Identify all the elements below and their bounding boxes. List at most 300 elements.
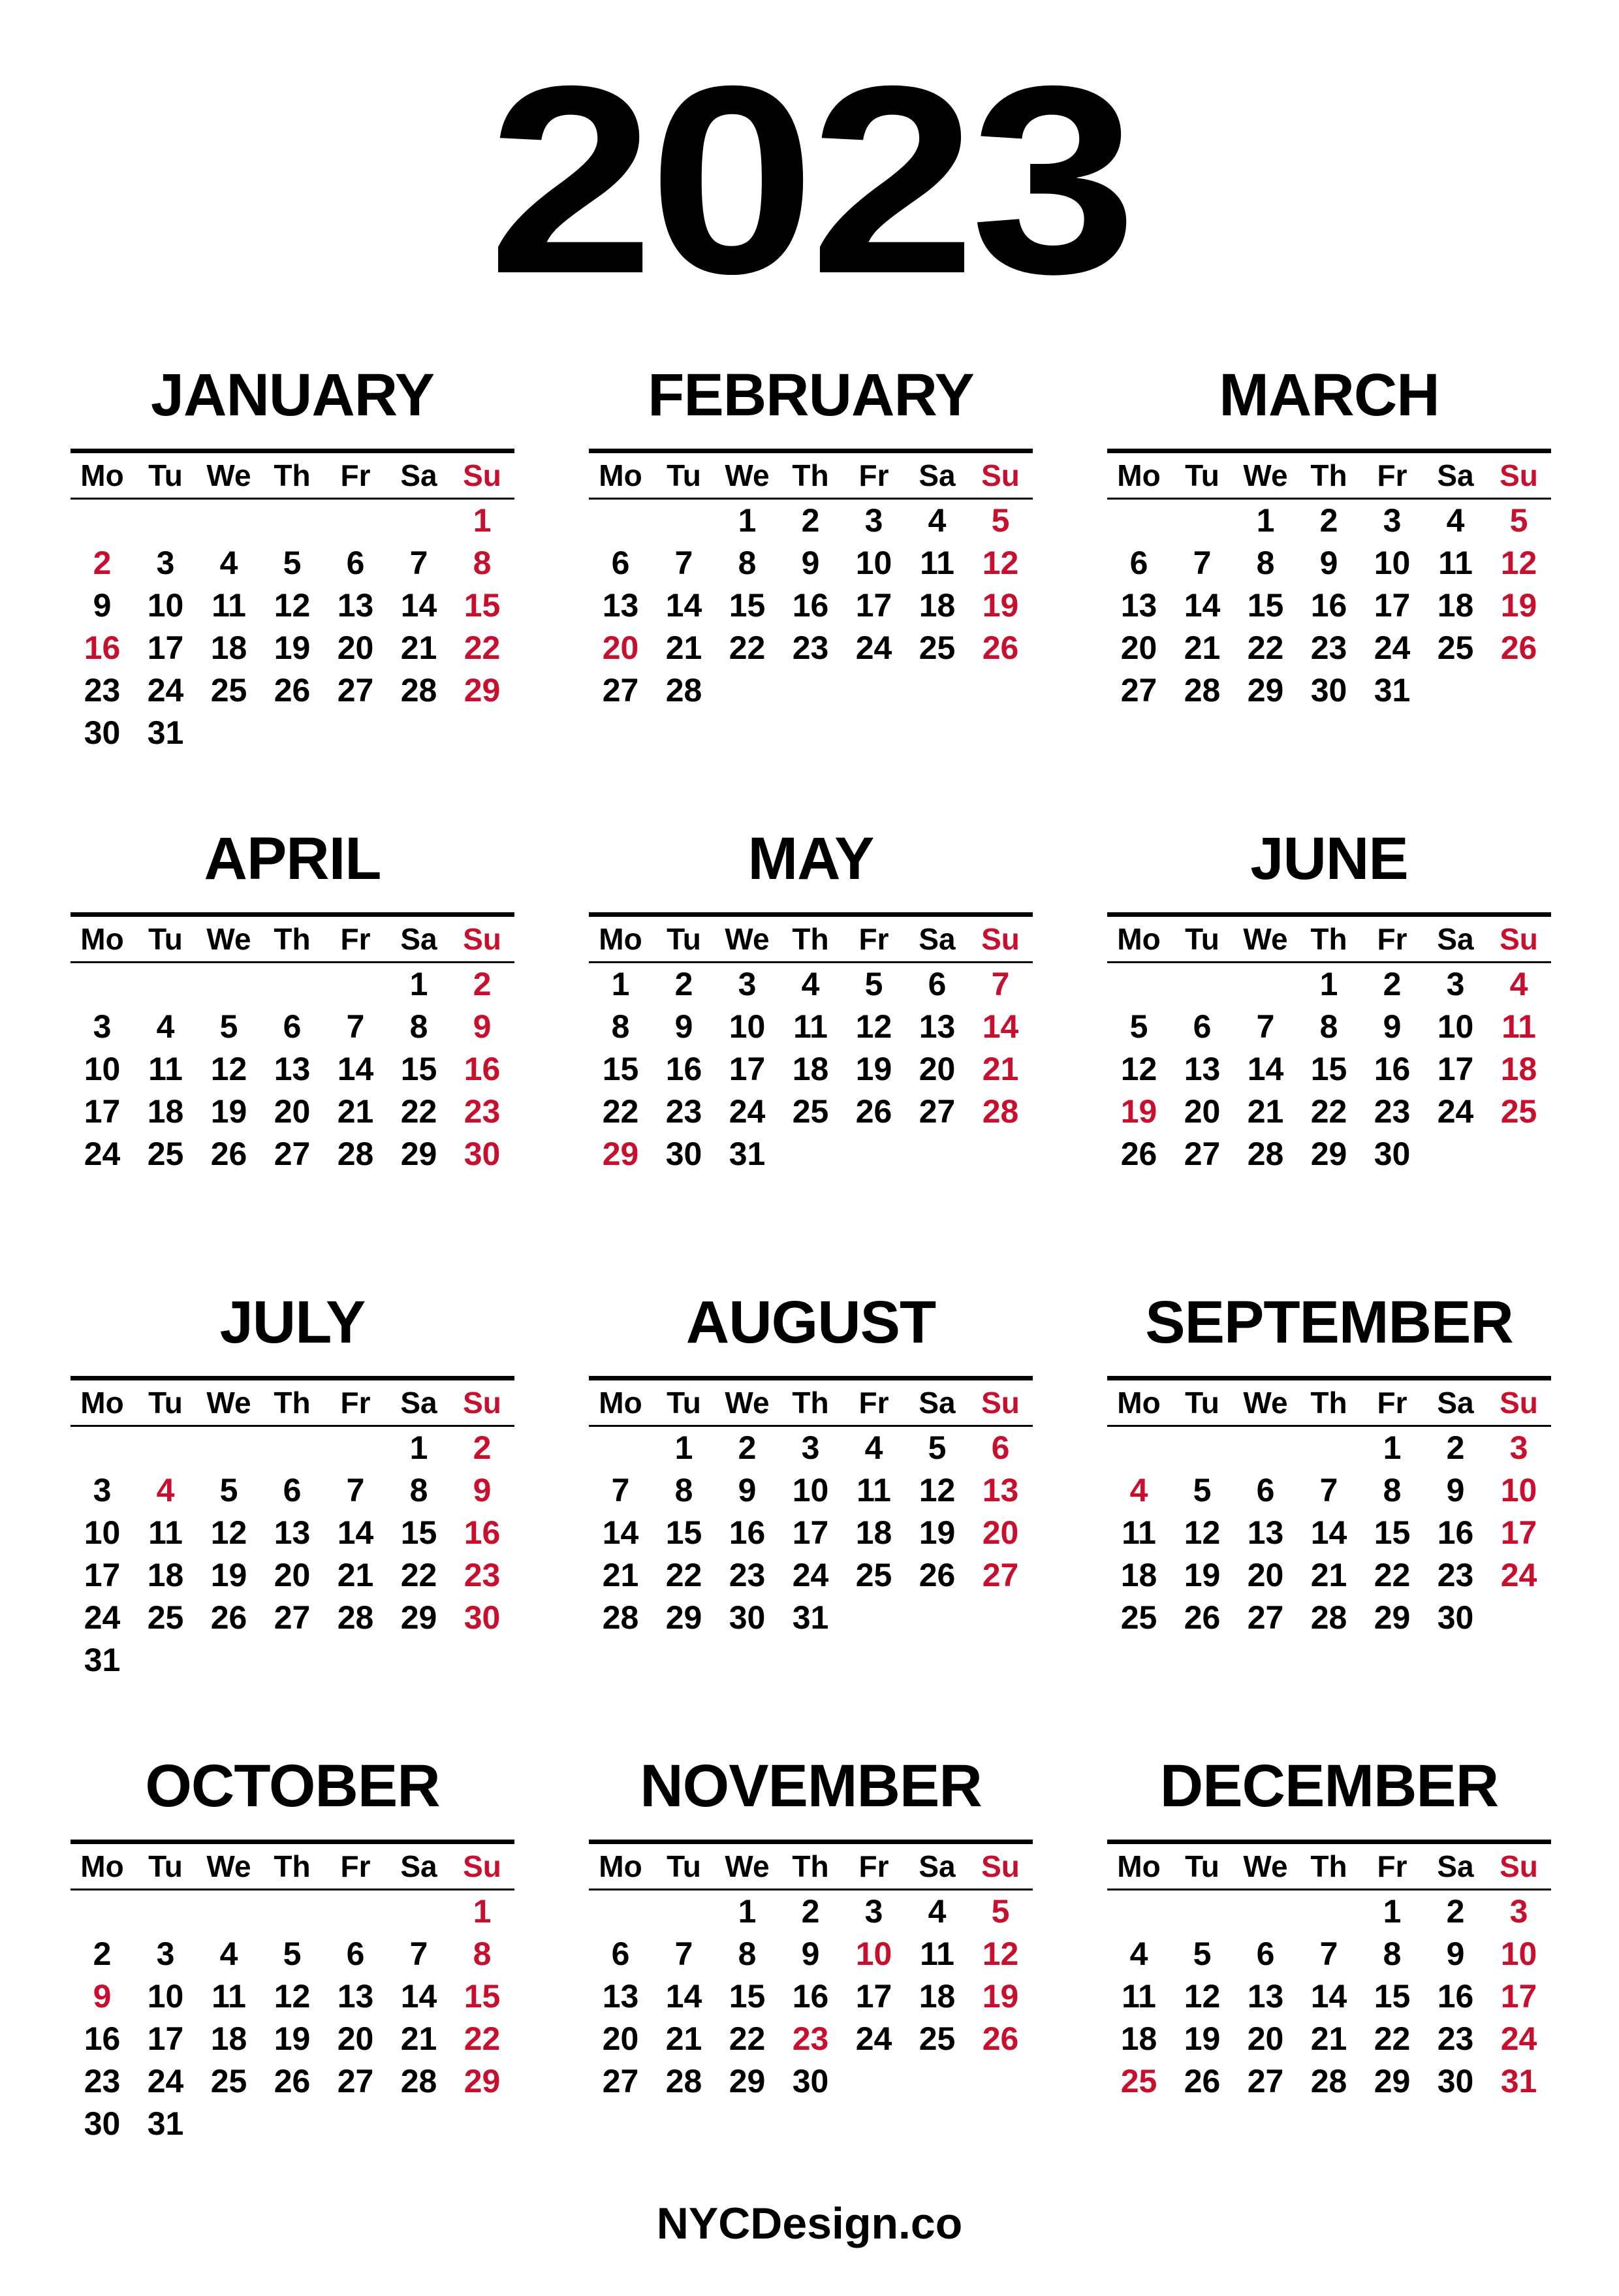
weekday-label: Sa [919,1386,956,1420]
weekday-label: Mo [1117,458,1161,492]
weekday-label: Tu [667,1386,701,1420]
day-cell: 9 [1446,1936,1465,1972]
weekday-label: Fr [1377,458,1407,492]
day-cell: 19 [274,630,311,666]
day-cell: 2 [1383,966,1402,1002]
weekday-header [1107,453,1551,500]
day-cell: 9 [1446,1472,1465,1508]
day-cell: 12 [274,587,311,624]
day-cell: 14 [1247,1051,1284,1087]
day-cell: 16 [464,1514,501,1551]
day-cell: 30 [1310,672,1347,709]
day-cell: 24 [1500,2020,1537,2057]
weekday-label: Mo [599,1386,642,1420]
weekday-label: We [725,458,770,492]
day-cell: 7 [1256,1008,1275,1045]
day-cell: 8 [611,1008,630,1045]
day-cell: 21 [337,1557,374,1593]
day-cell: 20 [274,1557,311,1593]
day-cell: 25 [919,630,956,666]
weekday-label: We [1243,458,1288,492]
day-cell: 22 [729,630,766,666]
weekday-label: Th [274,1386,311,1420]
weekday-label: Fr [858,1849,889,1883]
day-cell: 29 [1310,1136,1347,1172]
weeks [71,963,514,1218]
day-cell: 19 [982,1978,1019,2015]
day-cell: 3 [1509,1893,1528,1930]
weekday-label: Fr [1377,922,1407,956]
header-rule [589,1840,1033,1844]
day-cell: 8 [1383,1936,1402,1972]
weeks [71,1427,514,1682]
day-cell: 17 [855,1978,892,2015]
day-cell: 22 [602,1093,639,1130]
day-cell: 26 [274,672,311,709]
day-cell: 14 [1184,587,1221,624]
day-cell: 21 [602,1557,639,1593]
day-cell: 17 [1500,1514,1537,1551]
weeks [589,1890,1033,2145]
day-cell: 4 [219,1936,238,1972]
day-cell: 15 [729,1978,766,2015]
day-cell: 1 [409,966,428,1002]
day-cell: 23 [792,2020,829,2057]
day-cell: 26 [982,630,1019,666]
weekday-label: Sa [400,1386,437,1420]
day-cell: 29 [1247,672,1284,709]
day-cell: 22 [464,2020,501,2057]
month-name: NOVEMBER [640,1753,982,1819]
weekday-label: Th [1310,458,1347,492]
day-cell: 3 [1509,1429,1528,1466]
day-cell: 25 [1120,1599,1157,1636]
day-cell: 4 [1509,966,1528,1002]
weekday-label: Sa [1437,1386,1474,1420]
day-cell: 11 [857,1472,891,1508]
day-cell: 18 [792,1051,829,1087]
weekday-label: Tu [148,1386,183,1420]
day-cell: 3 [93,1008,112,1045]
month-february [589,356,1033,754]
day-cell: 1 [1319,966,1338,1002]
day-cell: 6 [283,1472,302,1508]
weekday-label: Su [463,1386,501,1420]
day-cell: 3 [801,1429,820,1466]
day-cell: 31 [1500,2063,1537,2099]
day-cell: 2 [473,966,492,1002]
day-cell: 21 [1184,630,1221,666]
month-name: SEPTEMBER [1145,1289,1513,1356]
weekday-label: Fr [1377,1849,1407,1883]
weekday-label: Tu [1185,922,1219,956]
day-cell: 11 [148,1514,183,1551]
day-cell: 7 [346,1008,365,1045]
weekday-label: Fr [340,1849,371,1883]
day-cell: 10 [855,1936,892,1972]
day-cell: 7 [674,545,693,581]
day-cell: 18 [1120,1557,1157,1593]
day-cell: 2 [1446,1893,1465,1930]
day-cell: 24 [84,1136,121,1172]
day-cell: 21 [665,2020,702,2057]
day-cell: 4 [1446,502,1465,539]
day-cell: 5 [1193,1936,1212,1972]
day-cell: 9 [801,545,820,581]
day-cell: 16 [84,2020,121,2057]
month-name: JULY [219,1289,366,1356]
day-cell: 19 [1120,1093,1157,1130]
day-cell: 5 [991,502,1010,539]
day-cell: 23 [464,1557,501,1593]
weekday-label: Su [981,1386,1020,1420]
month-may [589,820,1033,1218]
weekday-label: We [206,1386,251,1420]
day-cell: 30 [665,1136,702,1172]
day-cell: 24 [792,1557,829,1593]
day-cell: 20 [337,2020,374,2057]
day-cell: 5 [283,1936,302,1972]
day-cell: 22 [1374,2020,1411,2057]
month-name: MARCH [1219,362,1439,428]
weekday-label: We [206,922,251,956]
day-cell: 10 [855,545,892,581]
day-cell: 5 [1193,1472,1212,1508]
day-cell: 15 [400,1514,437,1551]
month-name: FEBRUARY [648,362,974,428]
weekday-label: Sa [1437,458,1474,492]
day-cell: 20 [337,630,374,666]
day-cell: 18 [147,1093,184,1130]
weekday-label: Th [792,922,829,956]
weekday-label: Th [274,922,311,956]
weekday-label: Th [274,458,311,492]
day-cell: 3 [156,1936,175,1972]
day-cell: 25 [1437,630,1474,666]
day-cell: 24 [84,1599,121,1636]
weekday-label: Su [1500,1386,1538,1420]
day-cell: 28 [337,1136,374,1172]
day-cell: 3 [1383,502,1402,539]
day-cell: 6 [346,545,365,581]
day-cell: 24 [729,1093,766,1130]
day-cell: 22 [729,2020,766,2057]
day-cell: 9 [93,587,112,624]
day-cell: 6 [928,966,947,1002]
day-cell: 24 [147,2063,184,2099]
day-cell: 22 [665,1557,702,1593]
day-cell: 24 [855,2020,892,2057]
day-cell: 21 [982,1051,1019,1087]
weekday-label: Mo [80,922,124,956]
day-cell: 1 [473,502,492,539]
day-cell: 13 [602,1978,639,2015]
day-cell: 5 [864,966,883,1002]
day-cell: 7 [409,1936,428,1972]
day-cell: 18 [855,1514,892,1551]
header-rule [71,449,514,453]
weeks [71,1890,514,2145]
day-cell: 17 [1374,587,1411,624]
day-cell: 11 [212,1978,246,2015]
day-cell: 29 [464,2063,501,2099]
weeks [1107,1427,1551,1682]
month-august [589,1283,1033,1682]
day-cell: 1 [738,1893,757,1930]
header-rule [589,1376,1033,1380]
day-cell: 2 [801,502,820,539]
day-cell: 11 [212,587,246,624]
day-cell: 16 [1310,587,1347,624]
header-rule [589,912,1033,917]
day-cell: 6 [283,1008,302,1045]
day-cell: 2 [801,1893,820,1930]
day-cell: 6 [991,1429,1010,1466]
day-cell: 23 [84,672,121,709]
day-cell: 19 [1184,1557,1221,1593]
day-cell: 1 [611,966,630,1002]
day-cell: 13 [274,1514,311,1551]
day-cell: 27 [337,2063,374,2099]
day-cell: 14 [337,1514,374,1551]
header-rule [1107,1840,1551,1844]
day-cell: 4 [864,1429,883,1466]
day-cell: 3 [93,1472,112,1508]
day-cell: 25 [792,1093,829,1130]
day-cell: 28 [982,1093,1019,1130]
day-cell: 20 [1184,1093,1221,1130]
weekday-label: Th [1310,1849,1347,1883]
day-cell: 27 [919,1093,956,1130]
weeks [1107,963,1551,1218]
month-name: APRIL [204,825,381,892]
day-cell: 19 [919,1514,956,1551]
day-cell: 21 [400,630,437,666]
day-cell: 22 [400,1557,437,1593]
day-cell: 25 [919,2020,956,2057]
day-cell: 6 [1193,1008,1212,1045]
day-cell: 30 [729,1599,766,1636]
weekday-label: Fr [340,458,371,492]
header-rule [71,1840,514,1844]
weekday-label: We [725,922,770,956]
day-cell: 25 [147,1136,184,1172]
day-cell: 28 [1247,1136,1284,1172]
day-cell: 7 [346,1472,365,1508]
day-cell: 24 [147,672,184,709]
day-cell: 12 [982,545,1019,581]
day-cell: 10 [84,1051,121,1087]
day-cell: 27 [1120,672,1157,709]
day-cell: 18 [919,587,956,624]
day-cell: 9 [473,1008,492,1045]
day-cell: 1 [1383,1893,1402,1930]
day-cell: 20 [1247,1557,1284,1593]
day-cell: 26 [1120,1136,1157,1172]
weekday-label: Mo [1117,1386,1161,1420]
weekday-label: Su [981,458,1020,492]
day-cell: 23 [464,1093,501,1130]
day-cell: 29 [1374,1599,1411,1636]
month-october [71,1747,514,2145]
day-cell: 26 [982,2020,1019,2057]
day-cell: 27 [1247,1599,1284,1636]
day-cell: 23 [1374,1093,1411,1130]
weekday-label: Fr [858,458,889,492]
day-cell: 31 [84,1642,121,1678]
day-cell: 21 [400,2020,437,2057]
day-cell: 13 [1184,1051,1221,1087]
day-cell: 12 [1184,1514,1221,1551]
day-cell: 5 [219,1472,238,1508]
day-cell: 16 [1437,1514,1474,1551]
month-july [71,1283,514,1682]
month-name: DECEMBER [1159,1753,1499,1819]
weekday-label: We [1243,1386,1288,1420]
day-cell: 16 [1374,1051,1411,1087]
month-name: AUGUST [685,1289,936,1356]
day-cell: 18 [147,1557,184,1593]
day-cell: 14 [400,1978,437,2015]
day-cell: 23 [1310,630,1347,666]
day-cell: 25 [147,1599,184,1636]
day-cell: 28 [602,1599,639,1636]
weekday-label: Tu [1185,458,1219,492]
day-cell: 16 [1437,1978,1474,2015]
weekday-label: Tu [148,458,183,492]
day-cell: 28 [665,672,702,709]
weekday-label: Su [981,922,1020,956]
day-cell: 19 [982,587,1019,624]
day-cell: 10 [147,1978,184,2015]
day-cell: 4 [156,1008,175,1045]
day-cell: 16 [729,1514,766,1551]
day-cell: 30 [1374,1136,1411,1172]
day-cell: 18 [1437,587,1474,624]
day-cell: 7 [1319,1936,1338,1972]
weekday-label: Th [1310,922,1347,956]
day-cell: 3 [1446,966,1465,1002]
weekday-header [71,1844,514,1890]
weeks [71,500,514,754]
day-cell: 17 [1437,1051,1474,1087]
day-cell: 9 [1383,1008,1402,1045]
day-cell: 28 [400,672,437,709]
day-cell: 26 [210,1136,247,1172]
day-cell: 3 [156,545,175,581]
day-cell: 26 [1184,1599,1221,1636]
day-cell: 17 [855,587,892,624]
day-cell: 6 [611,1936,630,1972]
weekday-label: Fr [340,922,371,956]
day-cell: 19 [1500,587,1537,624]
day-cell: 4 [928,502,947,539]
day-cell: 31 [792,1599,829,1636]
day-cell: 22 [1310,1093,1347,1130]
day-cell: 7 [611,1472,630,1508]
day-cell: 12 [982,1936,1019,1972]
day-cell: 20 [274,1093,311,1130]
day-cell: 2 [738,1429,757,1466]
weekday-label: Sa [1437,922,1474,956]
day-cell: 11 [920,545,954,581]
day-cell: 17 [84,1557,121,1593]
month-name: JANUARY [150,362,435,428]
weekday-label: Fr [340,1386,371,1420]
day-cell: 12 [1184,1978,1221,2015]
day-cell: 15 [1374,1978,1411,2015]
day-cell: 30 [84,714,121,751]
weeks [589,1427,1033,1682]
day-cell: 13 [274,1051,311,1087]
day-cell: 23 [665,1093,702,1130]
day-cell: 29 [602,1136,639,1172]
weekday-label: Tu [148,1849,183,1883]
day-cell: 1 [674,1429,693,1466]
day-cell: 14 [982,1008,1019,1045]
day-cell: 8 [738,545,757,581]
day-cell: 23 [84,2063,121,2099]
day-cell: 26 [274,2063,311,2099]
weekday-label: Mo [1117,922,1161,956]
day-cell: 27 [982,1557,1019,1593]
weekday-header [589,453,1033,500]
day-cell: 10 [1374,545,1411,581]
weekday-label: Sa [1437,1849,1474,1883]
day-cell: 10 [1500,1472,1537,1508]
day-cell: 8 [1383,1472,1402,1508]
day-cell: 28 [400,2063,437,2099]
day-cell: 15 [400,1051,437,1087]
weekday-label: Mo [599,1849,642,1883]
day-cell: 4 [1129,1936,1148,1972]
day-cell: 16 [792,1978,829,2015]
day-cell: 20 [982,1514,1019,1551]
day-cell: 21 [665,630,702,666]
weeks [1107,500,1551,754]
header-rule [1107,1376,1551,1380]
day-cell: 14 [602,1514,639,1551]
day-cell: 20 [602,630,639,666]
day-cell: 26 [919,1557,956,1593]
weekday-label: Mo [80,458,124,492]
weekday-label: Sa [919,922,956,956]
day-cell: 12 [919,1472,956,1508]
day-cell: 28 [1310,2063,1347,2099]
day-cell: 2 [93,1936,112,1972]
weekday-header [1107,1844,1551,1890]
weeks [589,500,1033,754]
day-cell: 7 [1193,545,1212,581]
day-cell: 5 [219,1008,238,1045]
day-cell: 12 [274,1978,311,2015]
weekday-label: We [1243,1849,1288,1883]
day-cell: 30 [792,2063,829,2099]
day-cell: 2 [1446,1429,1465,1466]
day-cell: 4 [801,966,820,1002]
day-cell: 27 [1184,1136,1221,1172]
month-january [71,356,514,754]
weekday-label: Th [274,1849,311,1883]
header-rule [589,449,1033,453]
day-cell: 21 [337,1093,374,1130]
day-cell: 9 [674,1008,693,1045]
day-cell: 12 [210,1051,247,1087]
day-cell: 17 [147,630,184,666]
day-cell: 21 [1310,2020,1347,2057]
day-cell: 9 [473,1472,492,1508]
weekday-label: Fr [858,1386,889,1420]
